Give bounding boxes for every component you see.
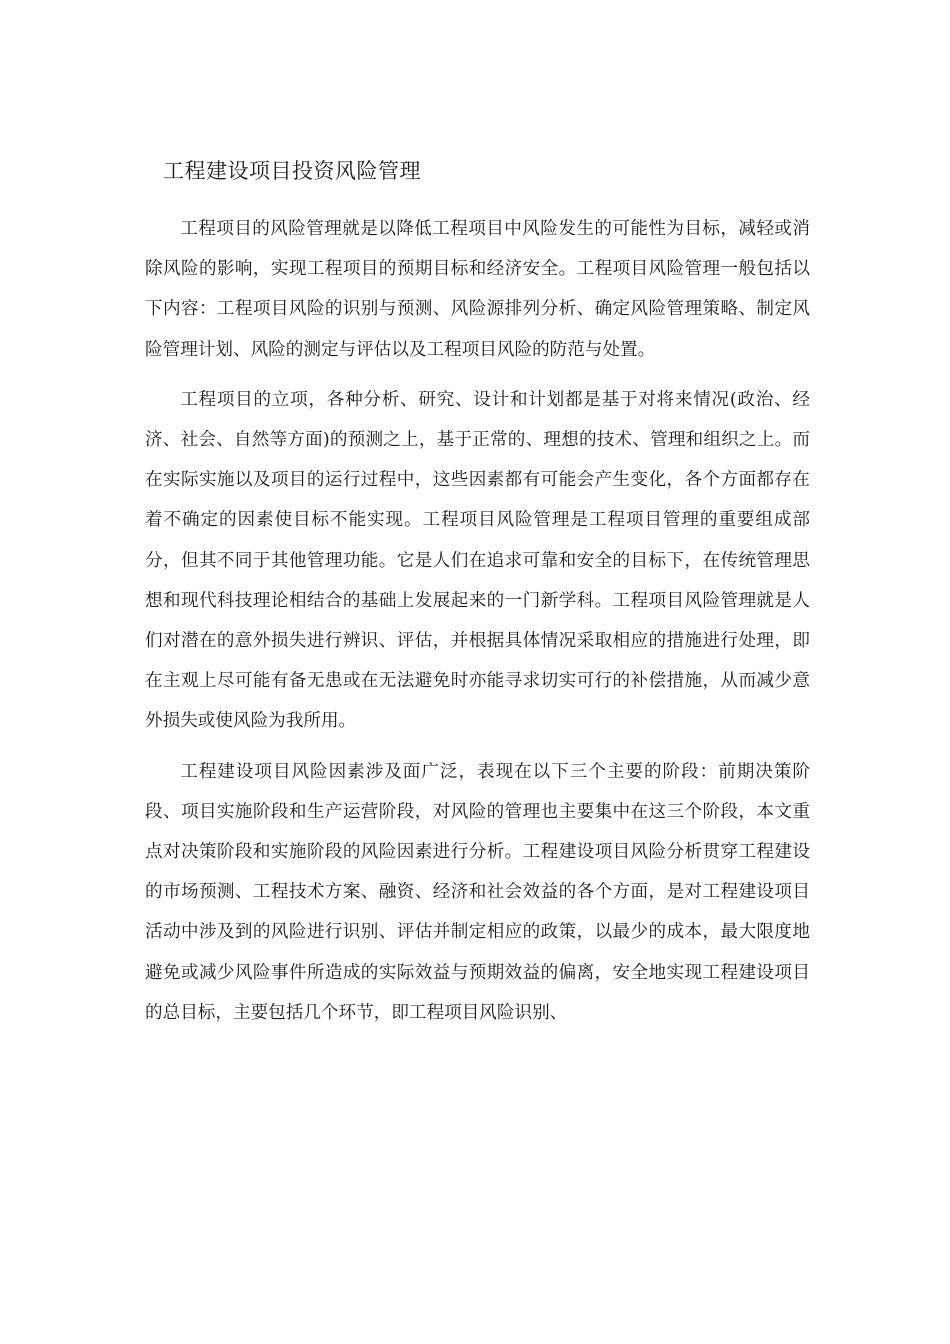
document-title: 工程建设项目投资风险管理: [163, 159, 421, 183]
paragraph-project-uncertainty: 工程项目的立项，各种分析、研究、设计和计划都是基于对将来情况(政治、经济、社会、自然等方面)的预测之上，基于正常的、理想的技术、管理和组织之上。而在实际实施以及项目的运行过程中，这些因素都有可能会产生变化，各个方面都存在着不确定的因素使目标不能实现。工程项目风险管理是工程项目管理的重要组成部分，但其不同于其他管理功能。它是人们在追求可靠和安全的目标下，在传统管理思想和现代科技理论相结合的基础上发展起来的一门新学科。工程项目风险管理就是人们对潜在的意外损失进行辨识、评估，并根据具体情况采取相应的措施进行处理，即在主观上尽可能有备无患或在无法避免时亦能寻求切实可行的补偿措施，从而减少意外损失或使风险为我所用。: [145, 389, 810, 732]
paragraph-risk-management-definition: 工程项目的风险管理就是以降低工程项目中风险发生的可能性为目标，减轻或消除风险的影响，实现工程项目的预期目标和经济安全。工程项目风险管理一般包括以下内容：工程项目风险的识别与预测、风险源排列分析、确定风险管理策略、制定风险管理计划、风险的测定与评估以及工程项目风险的防范与处置。: [145, 219, 810, 360]
paragraph-risk-stages: 工程建设项目风险因素涉及面广泛，表现在以下三个主要的阶段：前期决策阶段、项目实施阶段和生产运营阶段，对风险的管理也主要集中在这三个阶段，本文重点对决策阶段和实施阶段的风险因素进行分析。工程建设项目风险分析贯穿工程建设的市场预测、工程技术方案、融资、经济和社会效益的各个方面，是对工程建设项目活动中涉及到的风险进行识别、评估并制定相应的政策，以最少的成本，最大限度地避免或减少风险事件所造成的实际效益与预期效益的偏离，安全地实现工程建设项目的总目标，主要包括几个环节，即工程项目风险识别、: [145, 761, 810, 1023]
document-body: [145, 209, 810, 1043]
